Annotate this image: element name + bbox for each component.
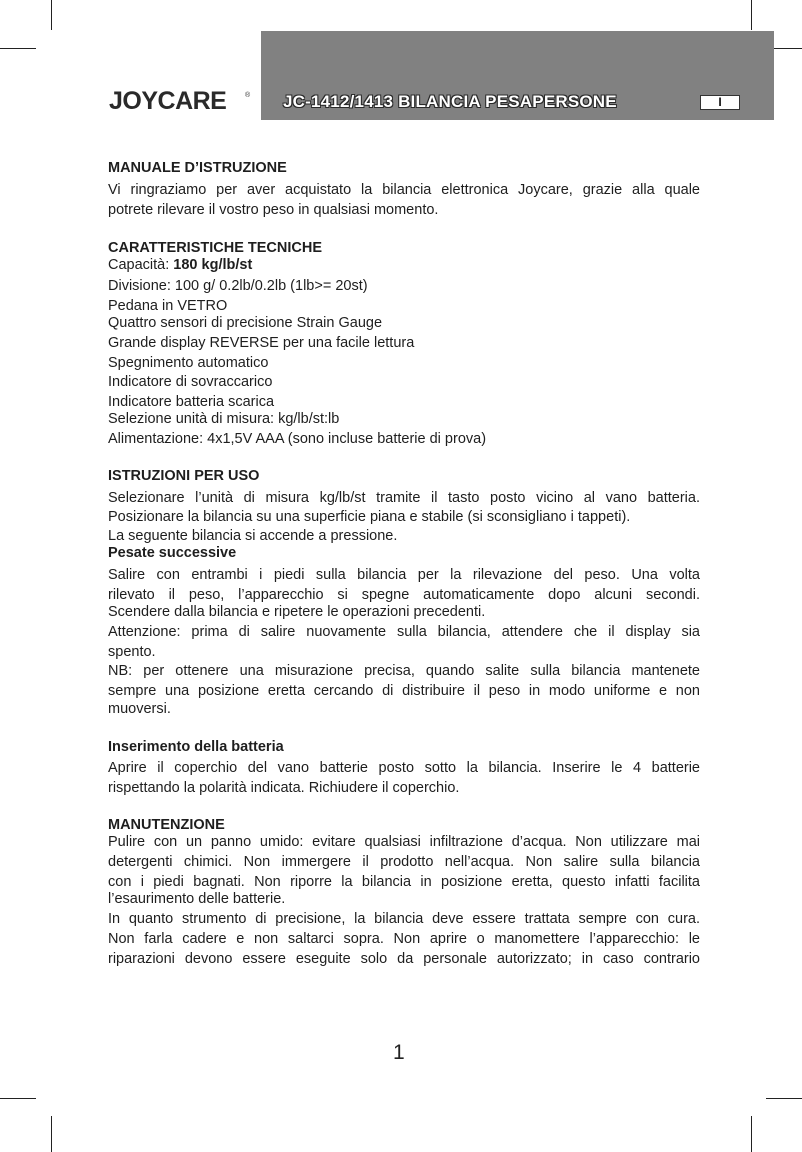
spec-capacity-value: 180 kg/lb/st	[173, 257, 253, 273]
spec-item: Quattro sensori di precisione Strain Gauge	[108, 315, 383, 331]
paragraph-line: Non farla cadere e non saltarci sopra. Non aprire o manomettere l’apparecchio: le	[108, 931, 700, 947]
crop-mark-bottom-right-v	[751, 1116, 752, 1152]
crop-mark-bottom-left-h	[0, 1098, 36, 1099]
paragraph-line: Salire con entrambi i piedi sulla bilancia per la rilevazione del peso. Una volta	[108, 567, 700, 583]
paragraph-line: sempre una posizione eretta cercando di distribuire il peso in modo uniforme e non	[108, 683, 700, 699]
paragraph-line: NB: per ottenere una misurazione precisa, quando salite sulla bilancia mantenete	[108, 663, 700, 679]
paragraph-line: detergenti chimici. Non immergere il prodotto nell’acqua. Non salire sulla bilancia	[108, 854, 700, 870]
language-badge: I	[700, 95, 740, 110]
paragraph-line: spento.	[108, 644, 156, 660]
section-heading-manutenzione: MANUTENZIONE	[108, 817, 225, 833]
spec-capacity	[108, 256, 700, 274]
document-title: JC-1412/1413 BILANCIA PESAPERSONE	[283, 92, 617, 111]
section-heading-caratteristiche: CARATTERISTICHE TECNICHE	[108, 240, 323, 256]
paragraph-line: potrete rilevare il vostro peso in qualsiasi momento.	[108, 202, 439, 218]
paragraph-line: Vi ringraziamo per aver acquistato la bilancia elettronica Joycare, grazie alla quale	[108, 182, 700, 198]
paragraph-line: Aprire il coperchio del vano batterie posto sotto la bilancia. Inserire le 4 batterie	[108, 760, 700, 776]
crop-mark-top-left-v	[51, 0, 52, 30]
spec-item: Alimentazione: 4x1,5V AAA (sono incluse batterie di prova)	[108, 431, 487, 447]
page-number: 1	[393, 1041, 405, 1064]
crop-mark-top-right-v	[751, 0, 752, 30]
spec-item: Pedana in VETRO	[108, 298, 228, 314]
paragraph-line: La seguente bilancia si accende a pressione.	[108, 528, 398, 544]
spec-item: Spegnimento automatico	[108, 355, 269, 371]
spec-item: Indicatore batteria scarica	[108, 394, 275, 410]
paragraph-line: Selezionare l’unità di misura kg/lb/st tramite il tasto posto vicino al vano batteria.	[108, 490, 700, 506]
crop-mark-bottom-left-v	[51, 1116, 52, 1152]
paragraph-line: muoversi.	[108, 701, 171, 717]
section-heading-istruzioni: ISTRUZIONI PER USO	[108, 468, 260, 484]
paragraph-line: l’esaurimento delle batterie.	[108, 891, 286, 907]
crop-mark-top-left-h	[0, 48, 36, 49]
paragraph-line: Attenzione: prima di salire nuovamente sulla bilancia, attendere che il display sia	[108, 624, 700, 640]
section-heading-manuale: MANUALE D’ISTRUZIONE	[108, 160, 287, 176]
paragraph-line: Scendere dalla bilancia e ripetere le operazioni precedenti.	[108, 604, 486, 620]
paragraph-line: In quanto strumento di precisione, la bilancia deve essere trattata sempre con cura.	[108, 911, 700, 927]
spec-item: Indicatore di sovraccarico	[108, 374, 273, 390]
paragraph-line: rispettando la polarità indicata. Richiudere il coperchio.	[108, 780, 460, 796]
spec-item: Divisione: 100 g/ 0.2lb/0.2lb (1lb>= 20st)	[108, 278, 368, 294]
section-heading-batteria: Inserimento della batteria	[108, 739, 284, 755]
paragraph-line: Posizionare la bilancia su una superficie piana e stabile (si sconsigliano i tappeti).	[108, 509, 631, 525]
paragraph-line: rilevato il peso, l’apparecchio si spegne automaticamente dopo alcuni secondi.	[108, 587, 700, 603]
registered-mark: ®	[245, 92, 251, 99]
spec-item: Grande display REVERSE per una facile lettura	[108, 335, 415, 351]
brand-logo: JOYCARE	[109, 87, 227, 115]
spec-item: Selezione unità di misura: kg/lb/st:lb	[108, 411, 340, 427]
spec-capacity-label: Capacità:	[108, 257, 174, 273]
crop-mark-bottom-right-h	[766, 1098, 802, 1099]
subheading-pesate: Pesate successive	[108, 545, 237, 561]
paragraph-line: con i piedi bagnati. Non riporre la bilancia in posizione eretta, questo infatti facilita	[108, 874, 700, 890]
paragraph-line: riparazioni devono essere eseguite solo da personale autorizzato; in caso contrario	[108, 951, 700, 967]
paragraph-line: Pulire con un panno umido: evitare qualsiasi infiltrazione d’acqua. Non utilizzare mai	[108, 834, 700, 850]
